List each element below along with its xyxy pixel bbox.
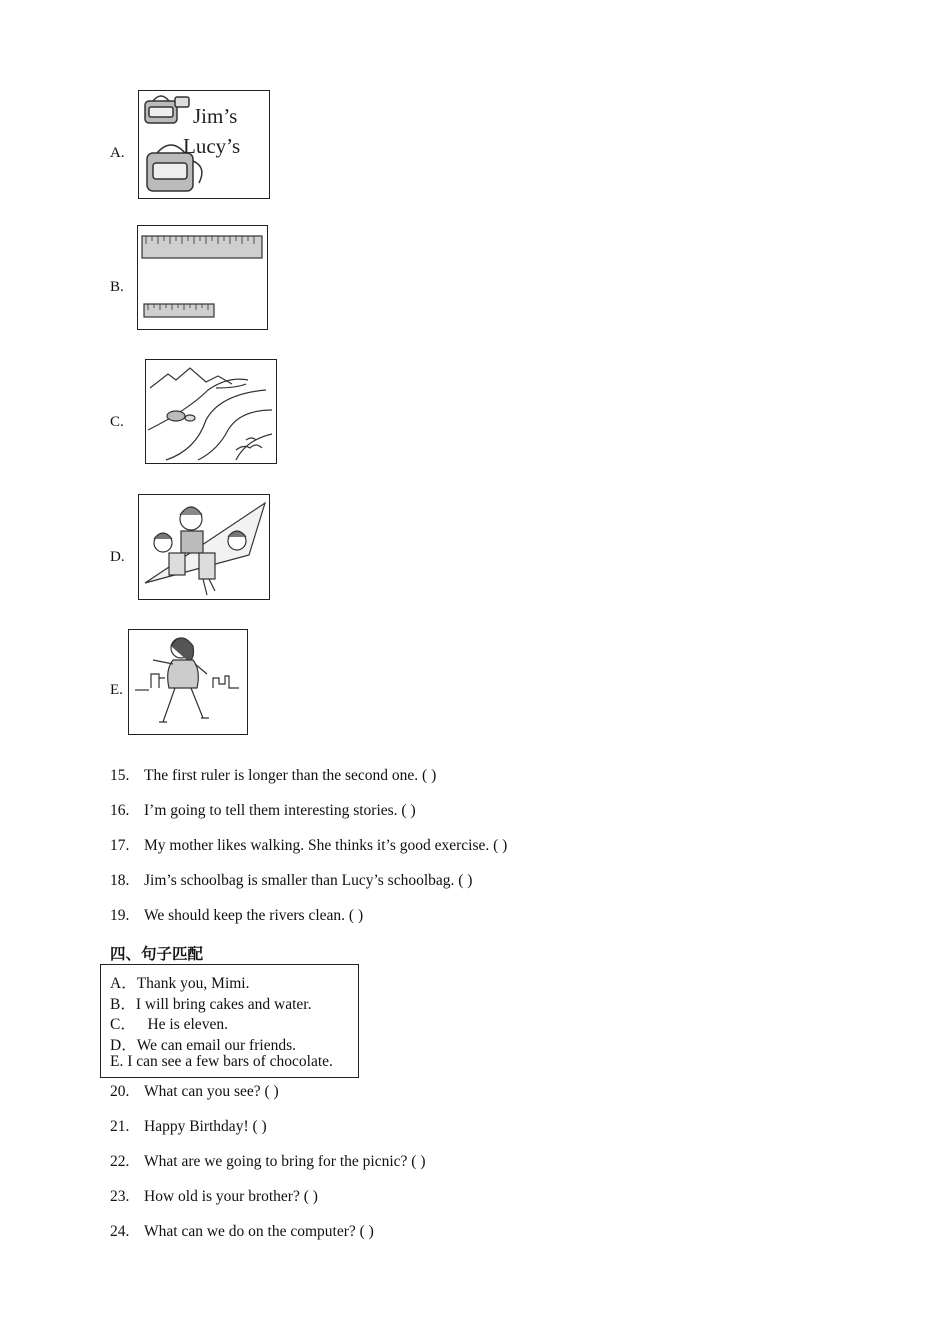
question-text: My mother likes walking. She thinks it’s good exercise. ( ) <box>144 837 508 854</box>
question-text: How old is your brother? ( ) <box>144 1188 318 1205</box>
question-text: We should keep the rivers clean. ( ) <box>144 907 364 924</box>
question-text: What can we do on the computer? ( ) <box>144 1223 374 1240</box>
schoolbags-image <box>138 90 270 199</box>
question-23 <box>110 1188 318 1206</box>
question-number: 19. <box>110 907 130 924</box>
question-text: What are we going to bring for the picnic? ( ) <box>144 1153 426 1170</box>
question-number: 18. <box>110 872 130 889</box>
question-18 <box>110 872 472 890</box>
option-b-label: B. <box>110 279 124 295</box>
woman-walking-image <box>128 629 248 735</box>
question-20 <box>110 1083 279 1101</box>
option-e-label: E. <box>110 682 123 698</box>
answer-option-c: C． He is eleven. <box>110 1016 228 1033</box>
question-text: What can you see? ( ) <box>144 1083 279 1100</box>
question-number: 15. <box>110 767 130 784</box>
question-number: 23. <box>110 1188 130 1205</box>
question-17 <box>110 837 507 855</box>
answer-option-b: B．I will bring cakes and water. <box>110 995 312 1013</box>
question-text: The first ruler is longer than the second one. ( ) <box>144 767 437 784</box>
jims-caption: Jim’s <box>193 104 238 128</box>
children-image <box>138 494 270 600</box>
option-c-label: C. <box>110 414 124 430</box>
answer-option-a: A．Thank you, Mimi. <box>110 975 250 992</box>
section-title: 四、句子匹配 <box>110 945 204 963</box>
answer-option-e: E. I can see a few bars of chocolate. <box>110 1053 333 1070</box>
rulers-image <box>137 225 268 330</box>
question-number: 21. <box>110 1118 130 1135</box>
question-16 <box>110 802 416 820</box>
question-text: I’m going to tell them interesting stories. ( ) <box>144 802 416 819</box>
question-15 <box>110 767 436 785</box>
question-text: Happy Birthday! ( ) <box>144 1118 267 1135</box>
lucys-caption: Lucy’s <box>183 134 241 158</box>
question-24 <box>110 1223 374 1241</box>
option-d-label: D. <box>110 549 125 565</box>
answer-options-box <box>100 964 359 1078</box>
option-a-label: A. <box>110 145 125 161</box>
question-number: 17. <box>110 837 130 854</box>
river-image <box>145 359 277 464</box>
answer-option-d: D．We can email our friends. <box>110 1036 296 1054</box>
question-22 <box>110 1153 425 1171</box>
question-number: 24. <box>110 1223 130 1240</box>
question-number: 22. <box>110 1153 130 1170</box>
question-number: 16. <box>110 802 130 819</box>
question-19 <box>110 907 363 925</box>
question-21 <box>110 1118 267 1136</box>
question-text: Jim’s schoolbag is smaller than Lucy’s schoolbag. ( ) <box>144 872 473 889</box>
question-number: 20. <box>110 1083 130 1100</box>
